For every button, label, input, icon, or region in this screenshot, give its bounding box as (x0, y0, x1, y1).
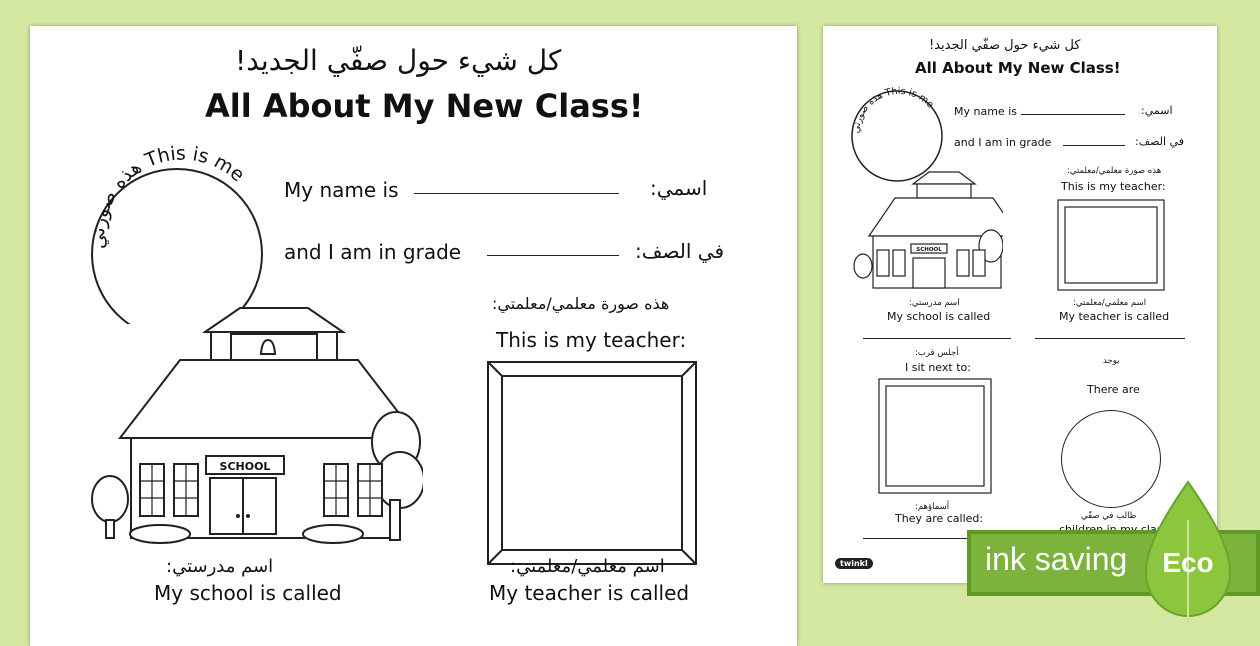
school-sign: SCHOOL (219, 460, 271, 473)
eco-label: Eco (1162, 547, 1214, 578)
teacher-photo-arabic: هذه صورة معلمي/معلمتي: (492, 294, 670, 313)
photo-circle (82, 134, 272, 324)
thumb-name-arabic: اسمي: (1141, 104, 1173, 117)
teacher-called-label: My teacher is called (489, 581, 690, 605)
thumb-teacher-line (1035, 338, 1185, 339)
thumb-school-called-arabic: اسم مدرستي: (909, 298, 960, 308)
thumb-photo-label: هذه صورتي This is me (850, 85, 936, 134)
thumb-name-label: My name is (954, 105, 1017, 118)
eco-leaf-icon (1140, 480, 1236, 630)
thumb-teacher-label: This is my teacher: (1061, 180, 1166, 193)
thumb-teacher-frame (1057, 199, 1167, 293)
thumb-title-arabic: كل شيء حول صفّي الجديد! (929, 38, 1081, 53)
grade-label-arabic: في الصف: (635, 239, 725, 263)
ink-saving-label: ink saving (985, 541, 1128, 577)
twinkl-logo: twinkl (835, 558, 873, 569)
name-label-arabic: اسمي: (650, 176, 708, 200)
thumb-sit-label: I sit next to: (905, 361, 971, 374)
thumb-grade-line (1063, 145, 1125, 146)
thumb-called-arabic: أسماؤهم: (915, 502, 950, 512)
school-illustration (88, 304, 423, 544)
teacher-called-arabic: اسم معلمي/معلمتي: (510, 556, 665, 577)
thumb-grade-arabic: في الصف: (1135, 135, 1184, 148)
school-called-label: My school is called (154, 581, 342, 605)
grade-label: and I am in grade (284, 240, 462, 264)
thumb-school-illustration (853, 166, 1003, 296)
teacher-photo-label: This is my teacher: (496, 328, 687, 352)
photo-label: هذه صورتي This is me (87, 142, 249, 250)
title-arabic: كل شيء حول صفّي الجديد! (235, 44, 562, 77)
thumb-sit-arabic: أجلس قرب: (915, 348, 959, 358)
grade-line[interactable] (487, 255, 619, 256)
name-line[interactable] (414, 193, 619, 194)
school-called-arabic: اسم مدرستي: (166, 556, 274, 577)
thumb-teacher-called-arabic: اسم معلمي/معلمتي: (1073, 298, 1147, 308)
thumb-sit-frame (878, 378, 994, 498)
name-label: My name is (284, 178, 399, 202)
thumb-school-called-label: My school is called (887, 310, 991, 323)
thumb-teacher-called-label: My teacher is called (1059, 310, 1170, 323)
teacher-frame (486, 360, 701, 570)
thumb-school-sign: SCHOOL (916, 247, 942, 253)
thumb-title-english: All About My New Class! (915, 59, 1121, 77)
thumb-children-arabic: طالب في صفّي (1081, 511, 1137, 521)
thumb-teacher-arabic: هذه صورة معلمي/معلمتي: (1067, 166, 1162, 176)
thumb-called-label: They are called: (895, 512, 984, 525)
thumb-there-arabic: يوجد (1103, 356, 1120, 366)
thumb-name-line (1021, 114, 1125, 115)
main-worksheet (30, 26, 797, 646)
title-english: All About My New Class! (205, 87, 644, 125)
thumb-there-label: There are (1087, 383, 1140, 396)
thumb-grade-label: and I am in grade (954, 136, 1052, 149)
thumb-school-line (863, 338, 1011, 339)
